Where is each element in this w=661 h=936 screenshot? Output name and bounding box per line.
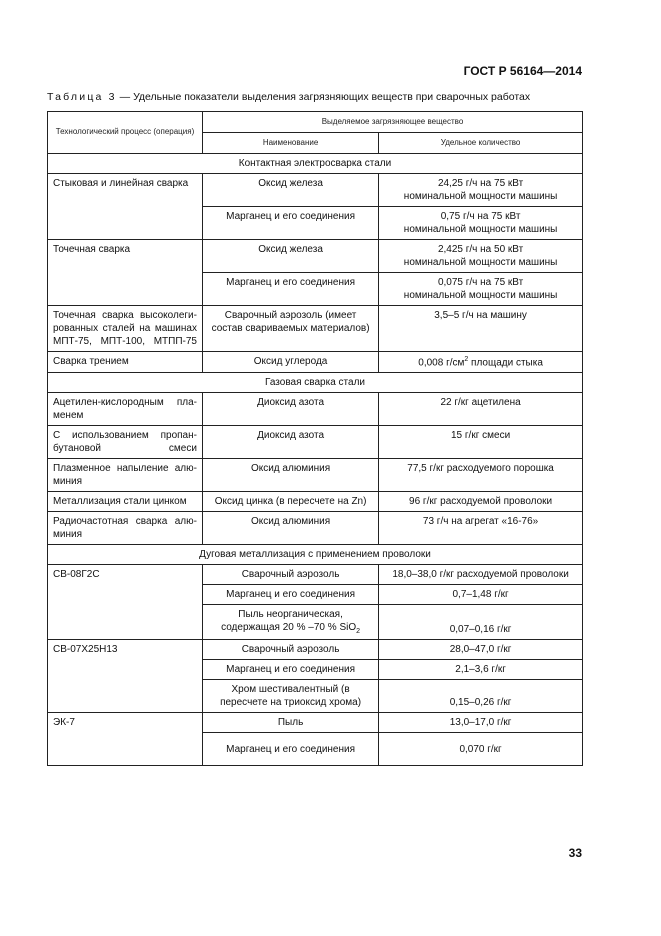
- quantity-line: номинальной мощности машины: [403, 191, 558, 202]
- section-row: [48, 545, 583, 565]
- table-row: [48, 393, 583, 426]
- process-cell: Радиочастотная сварка алю-миния: [48, 512, 203, 545]
- quantity-cell: 15 г/кг смеси: [379, 426, 583, 459]
- quantity-cell: [379, 207, 583, 240]
- quantity-cell: 18,0–38,0 г/кг расходуемой проволоки: [379, 565, 583, 585]
- table-row: [48, 640, 583, 660]
- substance-name: Оксид железа: [202, 174, 378, 207]
- quantity-cell: 22 г/кг ацетилена: [379, 393, 583, 426]
- substance-name: [202, 605, 378, 640]
- quantity-line: 0,075 г/ч на 75 кВт: [437, 277, 524, 288]
- table-row: [48, 713, 583, 733]
- quantity-cell: 13,0–17,0 г/кг: [379, 713, 583, 733]
- process-cell: Точечная сварка высоколеги-рованных сталей на машинах МПТ-75, МПТ-100, МТПП-75: [48, 306, 203, 352]
- quantity-line: 0,75 г/ч на 75 кВт: [440, 211, 521, 222]
- substance-name: Сварочный аэрозоль: [202, 565, 378, 585]
- process-cell: Ацетилен-кислородным пла-менем: [48, 393, 203, 426]
- table-row: [48, 459, 583, 492]
- process-cell: Стыковая и линейная сварка: [48, 174, 203, 240]
- section-row: [48, 154, 583, 174]
- table-row: [48, 352, 583, 373]
- col-header-name: Наименование: [202, 133, 378, 154]
- process-cell: Металлизация стали цинком: [48, 492, 203, 512]
- quantity-line: номинальной мощности машины: [403, 224, 558, 235]
- table-title: — Удельные показатели выделения загрязняющих веществ при сварочных работах: [116, 91, 531, 103]
- quantity-text: 0,008 г/см: [418, 357, 465, 369]
- section-title: Контактная электросварка стали: [48, 154, 583, 174]
- substance-subscript: 2: [356, 628, 361, 636]
- table-row: [48, 426, 583, 459]
- section-row: [48, 373, 583, 393]
- quantity-cell: 0,070 г/кг: [379, 733, 583, 766]
- quantity-cell: 0,7–1,48 г/кг: [379, 585, 583, 605]
- table-row: [48, 512, 583, 545]
- quantity-line: 24,25 г/ч на 75 кВт: [437, 178, 524, 189]
- table-caption: [47, 91, 587, 103]
- substance-name: Оксид цинка (в пересчете на Zn): [202, 492, 378, 512]
- quantity-cell: [379, 174, 583, 207]
- quantity-cell: 0,07–0,16 г/кг: [379, 605, 583, 640]
- substance-name: Марганец и его соединения: [202, 660, 378, 680]
- quantity-line: номинальной мощности машины: [403, 290, 558, 301]
- process-cell: С использованием пропан-бутановой смеси: [48, 426, 203, 459]
- quantity-line: номинальной мощности машины: [403, 257, 558, 268]
- quantity-cell: 77,5 г/кг расходуемого порошка: [379, 459, 583, 492]
- quantity-cell: [379, 273, 583, 306]
- quantity-cell: 0,15–0,26 г/кг: [379, 680, 583, 713]
- substance-name: Оксид алюминия: [202, 512, 378, 545]
- page-number: 33: [568, 846, 582, 860]
- table-row: [48, 492, 583, 512]
- substance-name: Хром шестивалентный (в пересчете на триоксид хрома): [202, 680, 378, 713]
- quantity-cell: 73 г/ч на агрегат «16-76»: [379, 512, 583, 545]
- col-header-process: Технологический процесс (операция): [48, 112, 203, 154]
- substance-name: Оксид железа: [202, 240, 378, 273]
- quantity-text: площади стыка: [468, 357, 543, 369]
- standard-number: ГОСТ Р 56164—2014: [463, 64, 582, 78]
- section-title: Дуговая металлизация с применением проволоки: [48, 545, 583, 565]
- table-row: [48, 240, 583, 273]
- table-label: Таблица 3: [47, 91, 117, 103]
- substance-name: Пыль: [202, 713, 378, 733]
- process-cell: СВ-07Х25Н13: [48, 640, 203, 713]
- process-cell: Плазменное напыление алю-миния: [48, 459, 203, 492]
- substance-text: Пыль неорганическая, содержащая 20 % –70 % SiO: [221, 609, 357, 634]
- table-row: [48, 306, 583, 352]
- substance-name: Марганец и его соединения: [202, 207, 378, 240]
- quantity-line: 2,425 г/ч на 50 кВт: [437, 244, 524, 255]
- quantity-cell: [379, 352, 583, 373]
- quantity-cell: 3,5–5 г/ч на машину: [379, 306, 583, 352]
- substance-name: Диоксид азота: [202, 426, 378, 459]
- substance-name: Сварочный аэрозоль (имеет состав свариваемых материалов): [202, 306, 378, 352]
- quantity-cell: [379, 240, 583, 273]
- section-title: Газовая сварка стали: [48, 373, 583, 393]
- substance-name: Оксид углерода: [202, 352, 378, 373]
- process-cell: Точечная сварка: [48, 240, 203, 306]
- quantity-cell: 28,0–47,0 г/кг: [379, 640, 583, 660]
- substance-name: Оксид алюминия: [202, 459, 378, 492]
- table-row: [48, 174, 583, 207]
- substance-name: Марганец и его соединения: [202, 733, 378, 766]
- table-row: [48, 565, 583, 585]
- process-cell: ЭК-7: [48, 713, 203, 766]
- header-row: [48, 112, 583, 133]
- substance-name: Диоксид азота: [202, 393, 378, 426]
- emissions-table: [47, 111, 583, 766]
- substance-name: Марганец и его соединения: [202, 585, 378, 605]
- quantity-cell: 2,1–3,6 г/кг: [379, 660, 583, 680]
- substance-name: Марганец и его соединения: [202, 273, 378, 306]
- col-header-substance: Выделяемое загрязняющее вещество: [202, 112, 582, 133]
- substance-name: Сварочный аэрозоль: [202, 640, 378, 660]
- col-header-quantity: Удельное количество: [379, 133, 583, 154]
- quantity-superscript: 2: [464, 356, 469, 363]
- quantity-cell: 96 г/кг расходуемой проволоки: [379, 492, 583, 512]
- process-cell: СВ-08Г2С: [48, 565, 203, 640]
- process-cell: Сварка трением: [48, 352, 203, 373]
